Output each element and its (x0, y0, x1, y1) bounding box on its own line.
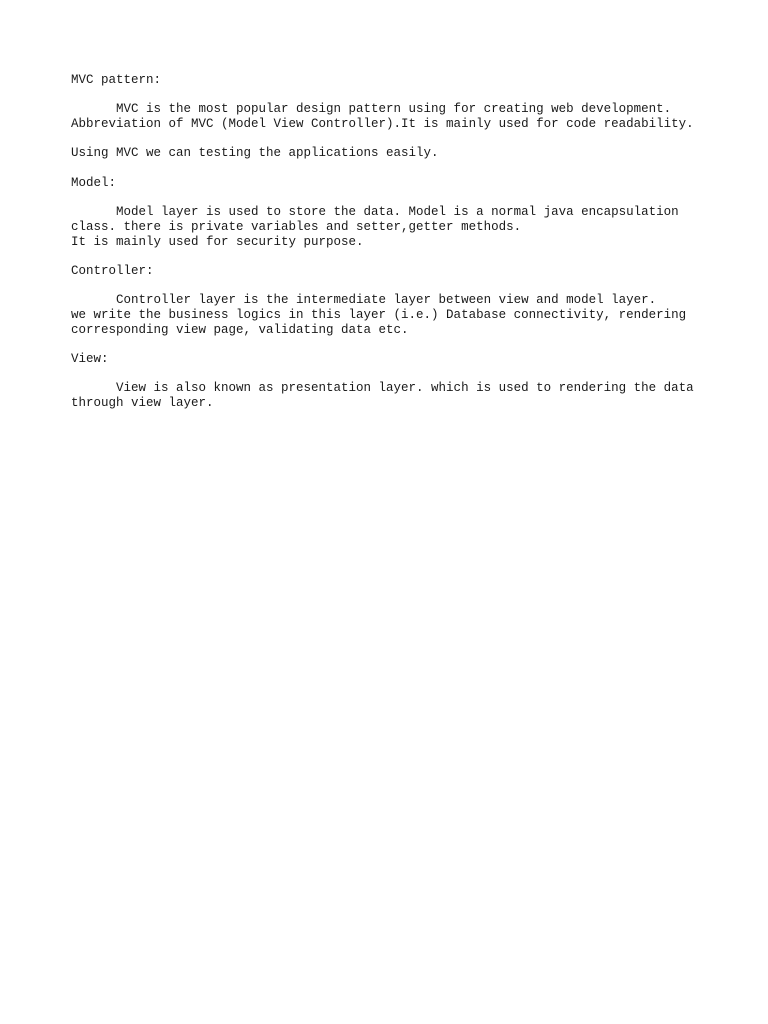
blank-line (71, 161, 751, 176)
text-line: corresponding view page, validating data etc. (71, 322, 409, 337)
heading-view: View: (71, 352, 109, 367)
blank-line (71, 88, 751, 103)
text-line: Using MVC we can testing the applications easily. (71, 146, 439, 161)
text-line: It is mainly used for security purpose. (71, 234, 364, 249)
text-line: Controller layer is the intermediate layer between view and model layer. (71, 293, 657, 308)
blank-line (71, 337, 751, 352)
blank-line (71, 191, 751, 206)
text-line: we write the business logics in this layer (i.e.) Database connectivity, rendering (71, 308, 687, 322)
blank-line (71, 279, 751, 294)
text-line: MVC is the most popular design pattern using for creating web development. (71, 102, 672, 117)
text-line: Abbreviation of MVC (Model View Controller).It is mainly used for code readability. (71, 117, 694, 132)
heading-controller: Controller: (71, 263, 154, 278)
heading-mvc-pattern: MVC pattern: (71, 73, 162, 87)
blank-line (71, 249, 751, 264)
blank-line (71, 367, 751, 382)
document-body (71, 73, 751, 411)
heading-model: Model: (71, 175, 117, 190)
text-line: Model layer is used to store the data. Model is a normal java encapsulation (71, 205, 679, 220)
text-line: class. there is private variables and setter,getter methods. (71, 219, 522, 234)
text-line: through view layer. (71, 396, 214, 411)
text-line: View is also known as presentation layer. which is used to rendering the data (71, 381, 694, 396)
blank-line (71, 132, 751, 147)
